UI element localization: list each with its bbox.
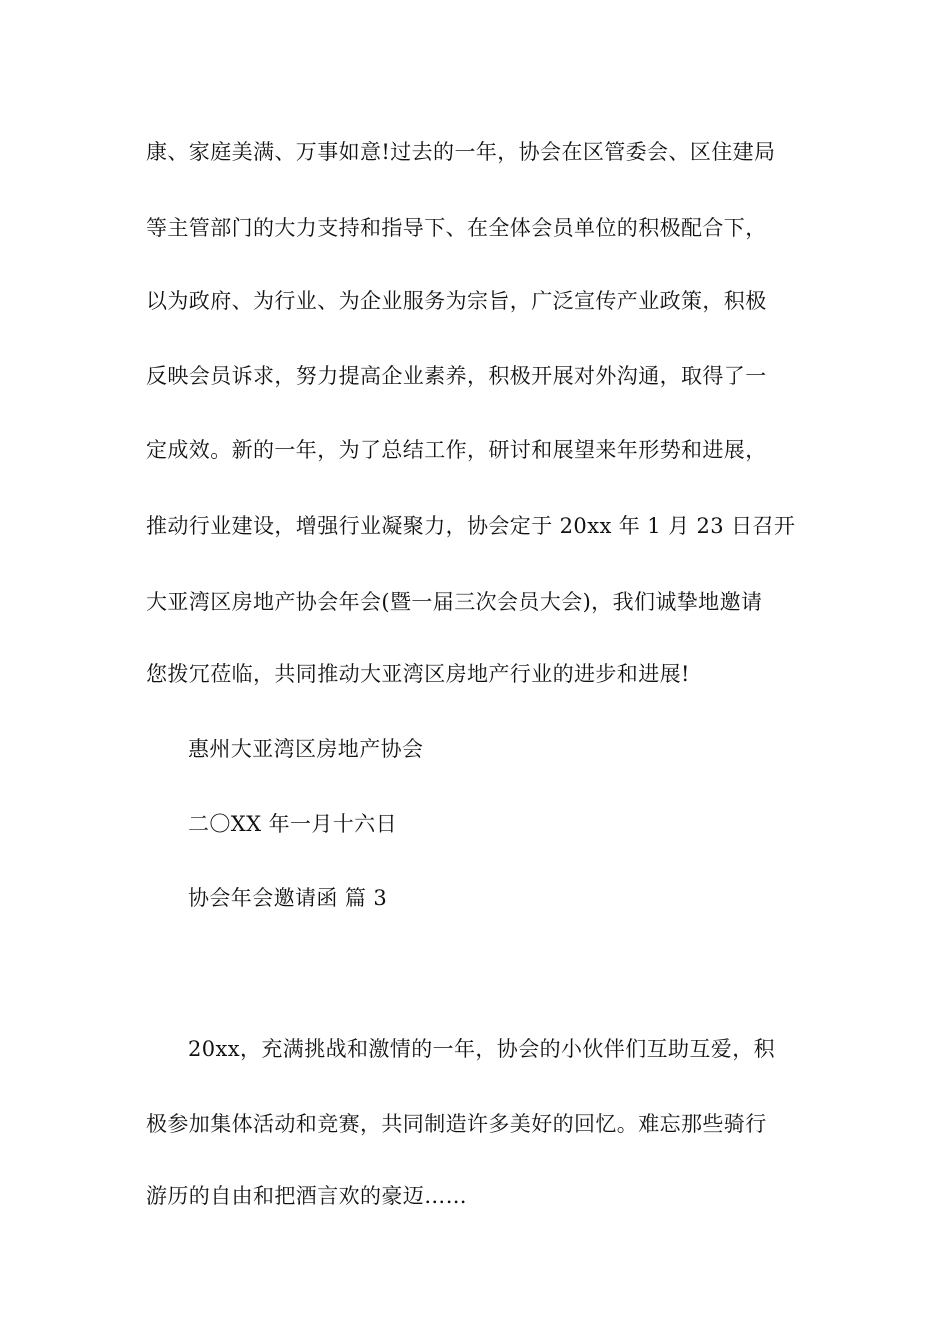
paragraph-line: 20xx，充满挑战和激情的一年，协会的小伙伴们互助互爱，积 bbox=[188, 1037, 776, 1061]
paragraph-line: 等主管部门的大力支持和指导下、在全体会员单位的积极配合下， bbox=[146, 216, 767, 240]
paragraph-line: 推动行业建设，增强行业凝聚力，协会定于 20xx 年 1 月 23 日召开 bbox=[146, 514, 796, 538]
signature-organization: 惠州大亚湾区房地产协会 bbox=[188, 737, 424, 761]
paragraph-line: 定成效。新的一年，为了总结工作，研讨和展望来年形势和进展， bbox=[146, 438, 767, 462]
section-heading: 协会年会邀请函 篇 3 bbox=[188, 886, 388, 910]
paragraph-line: 极参加集体活动和竞赛，共同制造许多美好的回忆。难忘那些骑行 bbox=[146, 1112, 767, 1136]
paragraph-line: 以为政府、为行业、为企业服务为宗旨，广泛宣传产业政策，积极 bbox=[146, 289, 767, 313]
paragraph-line: 游历的自由和把酒言欢的豪迈…… bbox=[146, 1184, 467, 1208]
paragraph-line: 康、家庭美满、万事如意!过去的一年，协会在区管委会、区住建局 bbox=[146, 140, 776, 164]
paragraph-line: 您拨冗莅临，共同推动大亚湾区房地产行业的进步和进展! bbox=[146, 662, 690, 686]
paragraph-line: 大亚湾区房地产协会年会(暨一届三次会员大会)，我们诚挚地邀请 bbox=[146, 590, 763, 614]
signature-date: 二〇XX 年一月十六日 bbox=[188, 812, 397, 836]
paragraph-line: 反映会员诉求，努力提高企业素养，积极开展对外沟通，取得了一 bbox=[146, 364, 767, 388]
